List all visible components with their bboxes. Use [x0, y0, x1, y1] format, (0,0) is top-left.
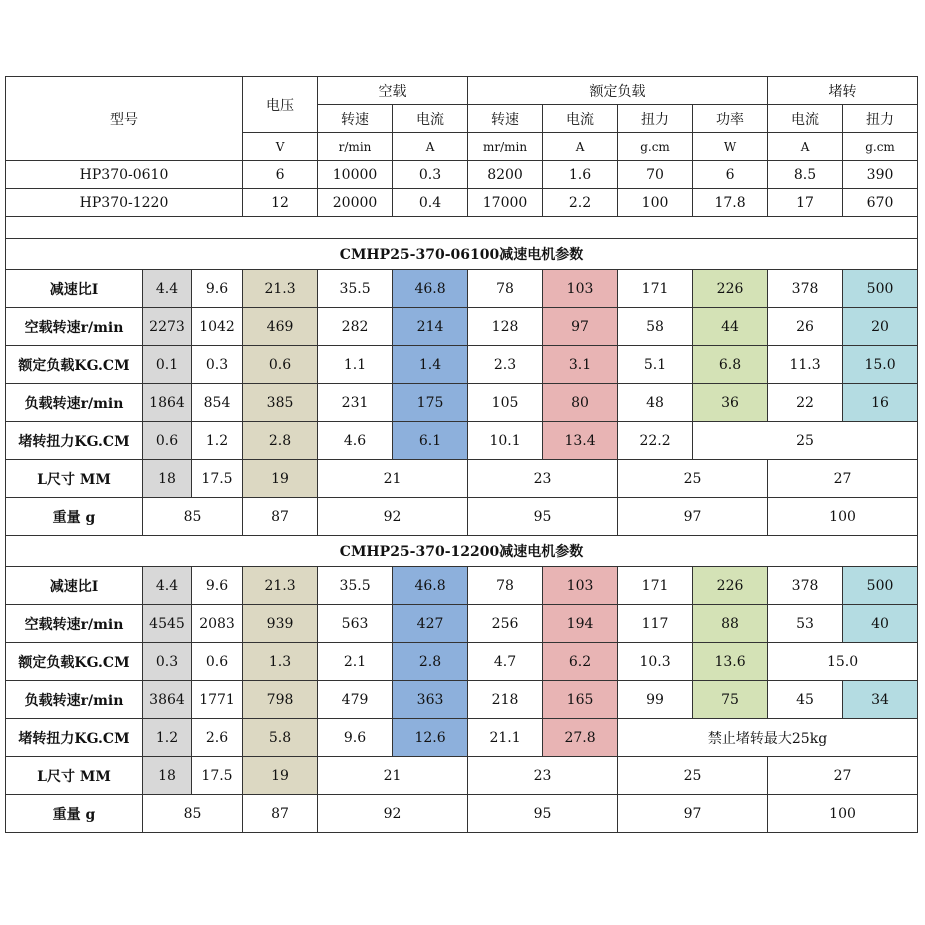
cell: 218 [468, 681, 543, 719]
cell: 2.6 [192, 719, 243, 757]
cell: 378 [768, 270, 843, 308]
sub-current: 电流 [543, 105, 618, 133]
model-cell: HP370-0610 [6, 161, 243, 189]
stall-note: 禁止堵转最大25kg [618, 719, 918, 757]
cell: 88 [693, 605, 768, 643]
cell: 34 [843, 681, 918, 719]
cell: 670 [843, 189, 918, 217]
cell: 27.8 [543, 719, 618, 757]
cell: 25 [618, 757, 768, 795]
cell: 17000 [468, 189, 543, 217]
cell: 4545 [143, 605, 192, 643]
table-row [6, 422, 918, 460]
cell: 2.2 [543, 189, 618, 217]
cell: 17 [768, 189, 843, 217]
cell: 11.3 [768, 346, 843, 384]
row-label: 减速比I [6, 270, 143, 308]
cell: 97 [543, 308, 618, 346]
cell: 40 [843, 605, 918, 643]
spec-sheet [5, 76, 917, 833]
cell: 99 [618, 681, 693, 719]
table-row [6, 346, 918, 384]
cell: 5.1 [618, 346, 693, 384]
row-label: L尺寸 MM [6, 757, 143, 795]
cell: 0.3 [143, 643, 192, 681]
cell: 226 [693, 270, 768, 308]
table-row [6, 189, 918, 217]
cell: 45 [768, 681, 843, 719]
cell: 363 [393, 681, 468, 719]
cell: 165 [543, 681, 618, 719]
cell: 9.6 [192, 270, 243, 308]
row-label: L尺寸 MM [6, 460, 143, 498]
cell: 92 [318, 795, 468, 833]
cell: 105 [468, 384, 543, 422]
cell: 0.3 [192, 346, 243, 384]
sub-speed: 转速 [318, 105, 393, 133]
row-label: 额定负载KG.CM [6, 346, 143, 384]
cell: 4.4 [143, 270, 192, 308]
cell: 175 [393, 384, 468, 422]
cell: 0.6 [243, 346, 318, 384]
cell: 18 [143, 757, 192, 795]
cell: 10.1 [468, 422, 543, 460]
cell: 46.8 [393, 567, 468, 605]
cell: 87 [243, 498, 318, 536]
cell: 103 [543, 567, 618, 605]
cell: 9.6 [318, 719, 393, 757]
table2-title: CMHP25-370-12200减速电机参数 [6, 536, 918, 567]
cell: 1042 [192, 308, 243, 346]
cell: 256 [468, 605, 543, 643]
cell: 2083 [192, 605, 243, 643]
cell: 8200 [468, 161, 543, 189]
cell: 6.2 [543, 643, 618, 681]
cell: 939 [243, 605, 318, 643]
unit: W [693, 133, 768, 161]
cell: 78 [468, 567, 543, 605]
row-label: 重量 g [6, 498, 143, 536]
cell: 35.5 [318, 270, 393, 308]
cell: 19 [243, 757, 318, 795]
cell: 798 [243, 681, 318, 719]
cell: 97 [618, 795, 768, 833]
cell: 5.8 [243, 719, 318, 757]
cell: 13.4 [543, 422, 618, 460]
table-row [6, 757, 918, 795]
cell: 97 [618, 498, 768, 536]
table-row [6, 795, 918, 833]
cell: 17.5 [192, 460, 243, 498]
cell: 21 [318, 757, 468, 795]
cell: 1.4 [393, 346, 468, 384]
table-row [6, 643, 918, 681]
cell: 10.3 [618, 643, 693, 681]
cell: 8.5 [768, 161, 843, 189]
cell: 92 [318, 498, 468, 536]
cell: 95 [468, 498, 618, 536]
cell: 17.5 [192, 757, 243, 795]
table-row [6, 308, 918, 346]
cell: 44 [693, 308, 768, 346]
cell: 1.6 [543, 161, 618, 189]
header-stall: 堵转 [768, 77, 918, 105]
cell: 3864 [143, 681, 192, 719]
cell: 854 [192, 384, 243, 422]
cell: 20000 [318, 189, 393, 217]
cell: 378 [768, 567, 843, 605]
header-noload: 空载 [318, 77, 468, 105]
table-row [6, 161, 918, 189]
cell: 4.4 [143, 567, 192, 605]
cell: 25 [693, 422, 918, 460]
cell: 26 [768, 308, 843, 346]
unit: g.cm [618, 133, 693, 161]
cell: 0.6 [143, 422, 192, 460]
cell: 231 [318, 384, 393, 422]
cell: 469 [243, 308, 318, 346]
table-row [6, 719, 918, 757]
cell: 85 [143, 498, 243, 536]
cell: 0.3 [393, 161, 468, 189]
cell: 9.6 [192, 567, 243, 605]
row-label: 堵转扭力KG.CM [6, 422, 143, 460]
table1-title: CMHP25-370-06100减速电机参数 [6, 239, 918, 270]
cell: 4.6 [318, 422, 393, 460]
cell: 21.3 [243, 270, 318, 308]
cell: 22.2 [618, 422, 693, 460]
header-voltage: 电压 [243, 77, 318, 133]
cell: 100 [768, 795, 918, 833]
cell: 282 [318, 308, 393, 346]
cell: 10000 [318, 161, 393, 189]
cell: 563 [318, 605, 393, 643]
cell: 27 [768, 757, 918, 795]
cell: 46.8 [393, 270, 468, 308]
row-label: 额定负载KG.CM [6, 643, 143, 681]
cell: 0.4 [393, 189, 468, 217]
cell: 1864 [143, 384, 192, 422]
cell: 100 [768, 498, 918, 536]
cell: 12 [243, 189, 318, 217]
cell: 21.3 [243, 567, 318, 605]
cell: 194 [543, 605, 618, 643]
cell: 25 [618, 460, 768, 498]
cell: 15.0 [843, 346, 918, 384]
cell: 128 [468, 308, 543, 346]
cell: 6 [243, 161, 318, 189]
cell: 500 [843, 270, 918, 308]
cell: 0.6 [192, 643, 243, 681]
cell: 20 [843, 308, 918, 346]
spacer [6, 217, 918, 239]
row-label: 负载转速r/min [6, 681, 143, 719]
table-row [6, 460, 918, 498]
table-row [6, 384, 918, 422]
table-row [6, 681, 918, 719]
unit: mr/min [468, 133, 543, 161]
cell: 171 [618, 270, 693, 308]
row-label: 空载转速r/min [6, 605, 143, 643]
cell: 6.8 [693, 346, 768, 384]
row-label: 减速比I [6, 567, 143, 605]
sub-power: 功率 [693, 105, 768, 133]
cell: 12.6 [393, 719, 468, 757]
row-label: 空载转速r/min [6, 308, 143, 346]
sub-torque: 扭力 [843, 105, 918, 133]
cell: 70 [618, 161, 693, 189]
cell: 6 [693, 161, 768, 189]
sub-current: 电流 [393, 105, 468, 133]
cell: 23 [468, 460, 618, 498]
table-row [6, 498, 918, 536]
cell: 385 [243, 384, 318, 422]
cell: 1771 [192, 681, 243, 719]
cell: 23 [468, 757, 618, 795]
cell: 1.2 [143, 719, 192, 757]
cell: 95 [468, 795, 618, 833]
unit: A [543, 133, 618, 161]
cell: 17.8 [693, 189, 768, 217]
cell: 53 [768, 605, 843, 643]
model-cell: HP370-1220 [6, 189, 243, 217]
table-row [6, 567, 918, 605]
cell: 171 [618, 567, 693, 605]
sub-torque: 扭力 [618, 105, 693, 133]
row-label: 堵转扭力KG.CM [6, 719, 143, 757]
cell: 2.8 [393, 643, 468, 681]
cell: 427 [393, 605, 468, 643]
table-row [6, 270, 918, 308]
table-row [6, 605, 918, 643]
cell: 226 [693, 567, 768, 605]
cell: 103 [543, 270, 618, 308]
unit: r/min [318, 133, 393, 161]
cell: 4.7 [468, 643, 543, 681]
cell: 6.1 [393, 422, 468, 460]
cell: 78 [468, 270, 543, 308]
cell: 87 [243, 795, 318, 833]
header-rated: 额定负载 [468, 77, 768, 105]
cell: 0.1 [143, 346, 192, 384]
sub-speed: 转速 [468, 105, 543, 133]
cell: 214 [393, 308, 468, 346]
cell: 1.3 [243, 643, 318, 681]
cell: 390 [843, 161, 918, 189]
cell: 117 [618, 605, 693, 643]
row-label: 负载转速r/min [6, 384, 143, 422]
cell: 21 [318, 460, 468, 498]
cell: 58 [618, 308, 693, 346]
cell: 13.6 [693, 643, 768, 681]
cell: 479 [318, 681, 393, 719]
cell: 2273 [143, 308, 192, 346]
cell: 500 [843, 567, 918, 605]
cell: 2.8 [243, 422, 318, 460]
cell: 36 [693, 384, 768, 422]
cell: 1.1 [318, 346, 393, 384]
motor-table [5, 76, 918, 833]
cell: 75 [693, 681, 768, 719]
row-label: 重量 g [6, 795, 143, 833]
cell: 48 [618, 384, 693, 422]
unit: A [393, 133, 468, 161]
cell: 85 [143, 795, 243, 833]
header-model: 型号 [6, 77, 243, 161]
cell: 35.5 [318, 567, 393, 605]
sub-current: 电流 [768, 105, 843, 133]
cell: 22 [768, 384, 843, 422]
unit: A [768, 133, 843, 161]
unit: V [243, 133, 318, 161]
cell: 3.1 [543, 346, 618, 384]
cell: 100 [618, 189, 693, 217]
cell: 2.1 [318, 643, 393, 681]
cell: 16 [843, 384, 918, 422]
cell: 1.2 [192, 422, 243, 460]
cell: 2.3 [468, 346, 543, 384]
unit: g.cm [843, 133, 918, 161]
cell: 18 [143, 460, 192, 498]
cell: 27 [768, 460, 918, 498]
cell: 15.0 [768, 643, 918, 681]
cell: 80 [543, 384, 618, 422]
cell: 19 [243, 460, 318, 498]
cell: 21.1 [468, 719, 543, 757]
